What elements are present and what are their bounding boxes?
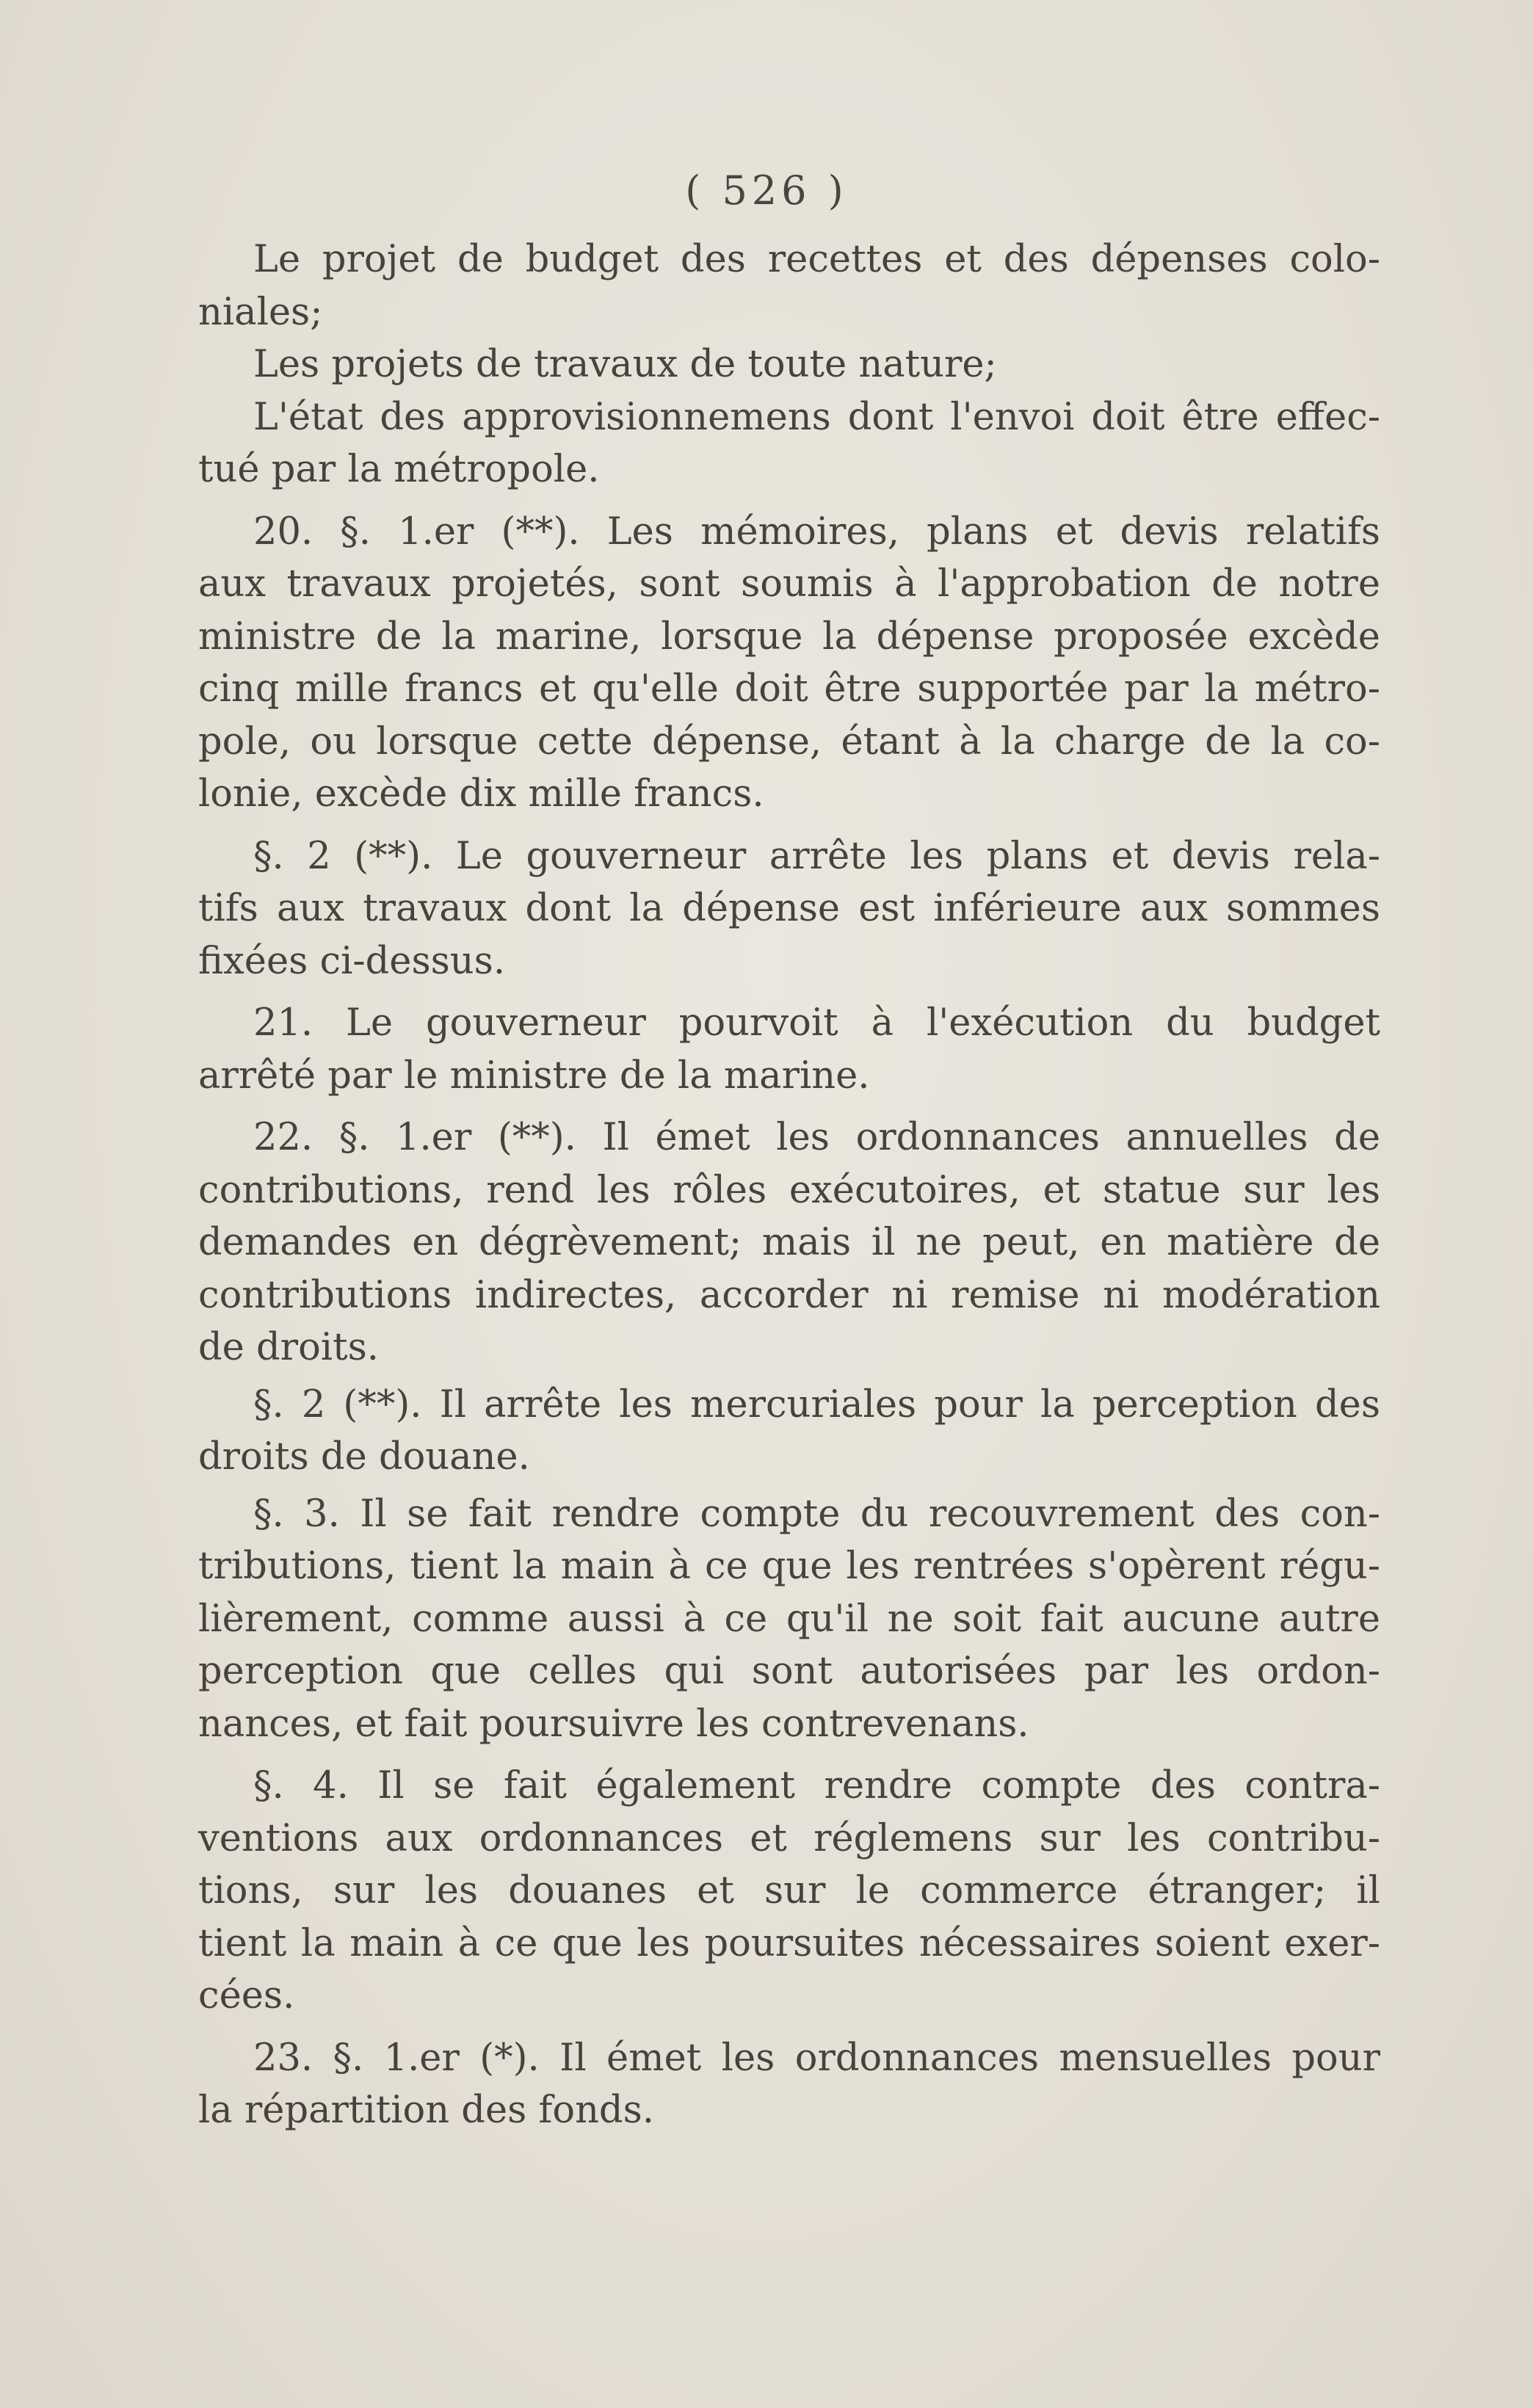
text-line: lonie, excède dix mille francs. (198, 772, 764, 816)
text-line: Les projets de travaux de toute nature; (253, 343, 997, 386)
text-line: tifs aux travaux dont la dépense est inférieure aux sommes (198, 887, 1380, 930)
text-line: 22. §. 1.er (**). Il émet les ordonnances annuelles de (253, 1116, 1380, 1159)
text-line: ventions aux ordonnances et réglemens sur les contribu- (198, 1816, 1380, 1860)
text-line: aux travaux projetés, sont soumis à l'approbation de notre (198, 562, 1380, 606)
text-line: contributions indirectes, accorder ni remise ni modération (198, 1273, 1380, 1317)
text-line: de droits. (198, 1326, 379, 1369)
text-line: ministre de la marine, lorsque la dépense proposée excède (198, 614, 1380, 659)
text-line: §. 2 (**). Il arrête les mercuriales pour la perception des (253, 1382, 1380, 1426)
text-line: 23. §. 1.er (*). Il émet les ordonnances mensuelles pour (253, 2036, 1380, 2080)
body-text (198, 233, 1380, 2137)
page-number: ( 526 ) (685, 167, 848, 214)
text-line: contributions, rend les rôles exécutoires, et statue sur les (198, 1168, 1380, 1212)
text-line: fixées ci-dessus. (198, 939, 506, 983)
text-line: §. 3. Il se fait rendre compte du recouvrement des con- (253, 1492, 1380, 1536)
text-line: cinq mille francs et qu'elle doit être supportée par la métro- (198, 667, 1380, 711)
text-line: Le projet de budget des recettes et des dépenses colo- (253, 238, 1380, 281)
text-line: L'état des approvisionnemens dont l'envoi doit être effec- (253, 395, 1380, 439)
text-line: perception que celles qui sont autorisées par les ordon- (198, 1650, 1380, 1693)
text-line: tient la main à ce que les poursuites nécessaires soient exer- (198, 1921, 1380, 1965)
text-line: §. 4. Il se fait également rendre compte des contra- (253, 1764, 1380, 1807)
text-line: tions, sur les douanes et sur le commerce étranger; il (198, 1869, 1380, 1912)
text-line: la répartition des fonds. (198, 2089, 654, 2132)
text-line: tributions, tient la main à ce que les rentrées s'opèrent régu- (198, 1545, 1380, 1588)
text-line: 20. §. 1.er (**). Les mémoires, plans et devis relatifs (253, 509, 1380, 554)
text-line: demandes en dégrèvement; mais il ne peut, en matière de (198, 1221, 1380, 1264)
text-line: droits de douane. (198, 1435, 530, 1479)
text-line: cées. (198, 1974, 295, 2017)
text-line: arrêté par le ministre de la marine. (198, 1054, 870, 1098)
text-line: 21. Le gouverneur pourvoit à l'exécution du budget (253, 1001, 1380, 1045)
text-line: pole, ou lorsque cette dépense, étant à la charge de la co- (198, 719, 1380, 764)
text-line: niales; (198, 290, 323, 334)
text-line: tué par la métropole. (198, 448, 600, 491)
text-line: §. 2 (**). Le gouverneur arrête les plans et devis rela- (253, 834, 1380, 878)
text-line: lièrement, comme aussi à ce qu'il ne soit fait aucune autre (198, 1597, 1380, 1641)
text-line: nances, et fait poursuivre les contrevenans. (198, 1702, 1029, 1746)
